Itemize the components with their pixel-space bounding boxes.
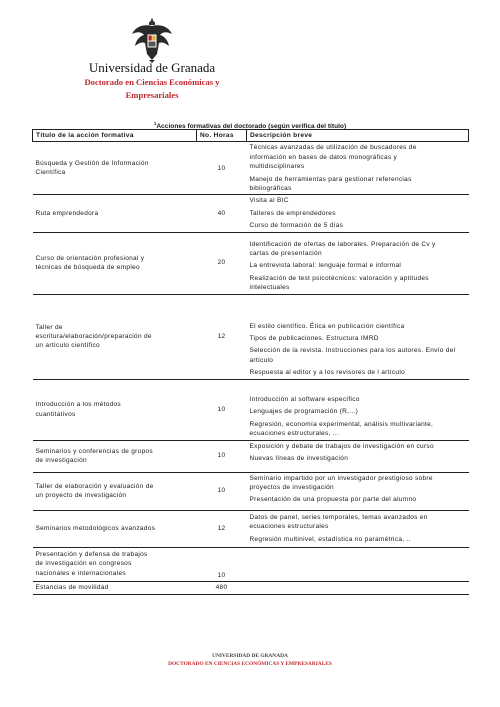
action-title-line: de investigación en congresos [35,560,132,568]
footnote-mark: 1 [153,121,157,126]
program-line-2: Empresariales [125,90,179,100]
action-title-line: Curso de orientación profesional y [35,254,145,262]
action-title-line: de investigación [35,457,87,465]
table-row [33,547,469,581]
action-title-cell [33,581,197,594]
description-line: Exposición y debate de trabajos de investigación en curso [249,442,434,450]
footer-program: DOCTORADO EN CIENCIAS ECONÓMICAS Y EMPRESARIALES [168,661,332,667]
action-title-cell [33,294,197,379]
hours-cell: 10 [197,547,247,581]
description-cell [247,195,469,232]
description-cell [247,472,469,510]
description-line: intelectuales [249,284,290,292]
description-line: proyectos de investigación [249,484,334,492]
table-row [33,581,469,594]
hours-cell: 12 [197,294,247,379]
table-header-row [33,130,469,142]
description-cell [247,142,469,195]
doctorate-program-title [58,76,246,102]
description-item [250,368,466,377]
description-line: Selección de la revista. Instrucciones para los autores. Envío del [249,347,456,355]
description-line: cartas de presentación [249,250,322,258]
description-item [250,513,466,532]
description-line: ecuaciones estructurales, ... [249,430,340,438]
description-item [250,420,466,439]
action-title-cell [33,440,197,472]
action-title-line: Presentación y defensa de trabajos [35,551,148,559]
description-item [250,395,466,404]
action-title-line: escritura/elaboración/preparación de [35,332,152,340]
action-title-line: un proyecto de investigación [35,492,127,500]
description-line: bibliográficas [249,185,292,193]
description-item [250,442,466,451]
description-line: Respuesta al editor y a los revisores de l artículo [249,369,405,377]
hours-cell: 40 [197,195,247,232]
program-line-1: Doctorado en Ciencias Económicas y [84,77,220,87]
description-line: Introducción al software específico [249,396,360,404]
action-title-line: técnicas de búsqueda de empleo [35,264,140,272]
description-line: Identificación de ofertas de laborales. Preparación de Cv y [249,240,436,248]
table-row [33,232,469,294]
description-item [250,261,466,270]
action-title-line: Taller de [35,323,63,331]
description-line: Datos de panel, series temporales, temas avanzados en [249,514,428,522]
description-line: Lenguajes de programación (R,...) [249,408,359,416]
action-title-line: nacionales e internacionales [35,569,126,577]
description-item [250,535,466,544]
description-item [250,322,466,331]
action-title-line: cuantitativos [35,410,76,418]
action-title-line: Introducción a los métodos [35,401,121,409]
hours-cell: 10 [197,440,247,472]
table-row [33,379,469,440]
description-line: La entrevista laboral: lenguaje formal e informal [249,262,402,270]
action-title-line: Seminarios metodológicos avanzados [35,524,156,532]
hours-cell: 10 [197,142,247,195]
footer-university: UNIVERSIDAD DE GRANADA [212,653,288,659]
table-row [33,440,469,472]
description-line: Visita al BIC [249,197,289,205]
description-line: información en bases de datos monográficas y [249,153,398,161]
action-title-line: un artículo científico [35,342,100,350]
action-title-line: Estancias de movilidad [35,583,109,591]
description-item [250,346,466,365]
university-crest-icon [128,16,176,64]
description-cell [247,232,469,294]
description-line: artículo [249,356,274,364]
hours-cell: 10 [197,472,247,510]
action-title-cell [33,472,197,510]
description-item [250,495,466,504]
description-line: Seminario impartido por un investigador prestigioso sobre [249,474,433,482]
table-row [33,294,469,379]
description-cell [247,510,469,547]
description-line: Nuevas líneas de investigación [249,455,349,463]
hours-cell: 12 [197,510,247,547]
action-title-cell [33,547,197,581]
description-item [250,407,466,416]
description-line: Curso de formación de 5 días [249,222,344,230]
table-caption-text: Acciones formativas del doctorado (según verifica del título) [156,123,347,131]
description-item [250,240,466,259]
description-item [250,274,466,293]
action-title-cell [33,232,197,294]
description-line: ecuaciones estructurales [249,523,329,531]
action-title-line: Taller de elaboración y evaluación de [35,482,154,490]
description-item [250,175,466,194]
hours-cell: 20 [197,232,247,294]
action-title-cell [33,510,197,547]
description-item [250,143,466,171]
description-cell [247,440,469,472]
table-row [33,195,469,232]
hours-cell: 480 [197,581,247,594]
description-item [250,221,466,230]
description-item [250,454,466,463]
table-row [33,510,469,547]
column-header-description: Descripción breve [247,130,469,142]
action-title-line: Seminarios y conferencias de grupos [35,447,153,455]
description-line: multidisciplinares [249,163,305,171]
description-cell [247,581,469,594]
description-cell [247,379,469,440]
action-title-line: Búsqueda y Gestión de Información [35,160,149,168]
table-body [33,142,469,594]
column-header-title: Título de la acción formativa [33,130,197,142]
description-item [250,334,466,343]
description-cell [247,294,469,379]
description-line: Técnicas avanzadas de utilización de buscadores de [249,144,417,152]
description-line: Tipos de publicaciones. Estructura IMRD [249,335,379,343]
description-line: El estilo científico. Ética en publicación científica [249,322,405,330]
description-line: Manejo de herramientas para gestionar referencias [249,175,412,183]
description-item [250,196,466,205]
description-line: Regresión, economía experimental, análisis multivariante, [249,420,434,428]
hours-cell: 10 [197,379,247,440]
action-title-cell [33,195,197,232]
description-item [250,474,466,493]
description-item [250,209,466,218]
training-actions-table [32,129,469,595]
table-row [33,472,469,510]
description-line: Realización de test psicotécnicos: valoración y aptitudes [249,274,429,282]
description-line: Regresión multinivel, estadística no paramétrica, .. [249,535,411,543]
action-title-cell [33,142,197,195]
description-line: Presentación de una propuesta por parte del alumno [249,496,417,504]
action-title-cell [33,379,197,440]
table-row [33,142,469,195]
university-name: Universidad de Granada [88,60,216,75]
action-title-line: Ruta emprendedora [35,209,99,217]
column-header-hours: No. Horas [197,130,247,142]
action-title-line: Científica [35,169,66,177]
description-cell [247,547,469,581]
description-line: Talleres de emprendedores [249,209,336,217]
